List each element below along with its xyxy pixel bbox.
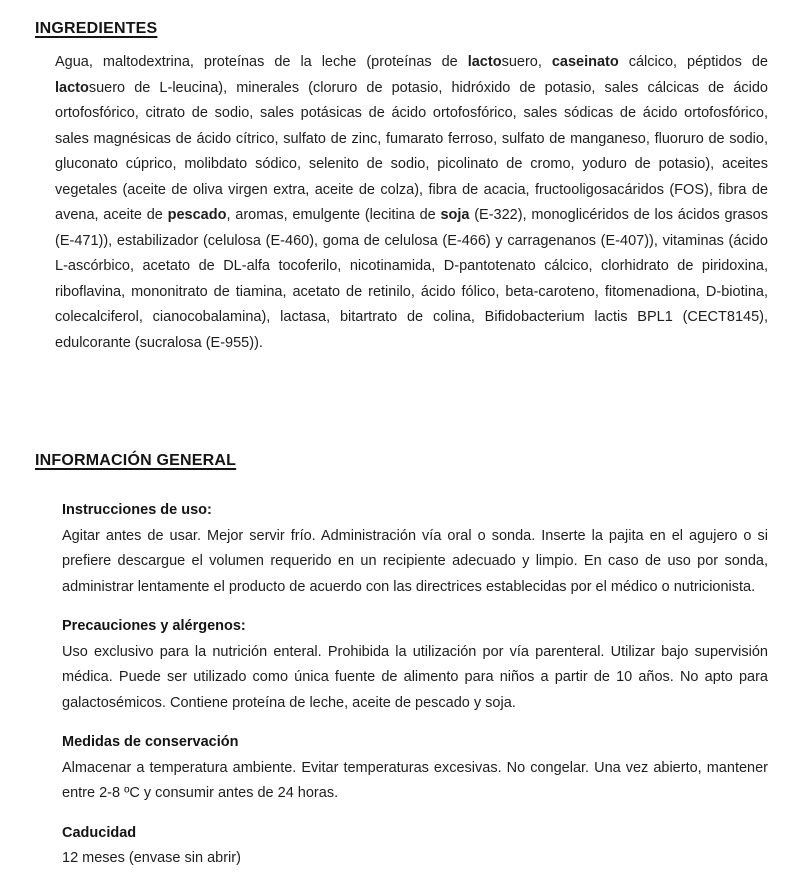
subsection-title-expiry: Caducidad [62, 824, 137, 841]
subsection-precautions-allergens [62, 600, 768, 716]
subsection-title-usage-instructions: Instrucciones de uso: [62, 502, 212, 518]
general-info-heading: INFORMACIÓN GENERAL [35, 452, 237, 469]
subsection-storage-measures [62, 716, 768, 807]
ingredient-emphasized-text: lacto [467, 54, 502, 70]
general-info-section [0, 452, 800, 872]
subsection-body-usage-instructions: Agitar antes de usar. Mejor servir frío. Administración vía oral o sonda. Inserte la pajita en el agujero o si prefiere descargue el volumen requerido en un recipiente adecuado y limpio. En caso de uso por sonda, administrar lentamente el producto de acuerdo con las directrices establecidas por el médico o nutricionista. [62, 527, 768, 595]
subsection-expiry [62, 807, 768, 872]
ingredient-emphasized-text: lacto [55, 79, 89, 96]
ingredient-emphasized-text: soja [440, 207, 470, 223]
subsection-title-precautions-allergens: Precauciones y alérgenos: [62, 618, 246, 634]
ingredient-text: suero de L-leucina), minerales (cloruro de potasio, hidróxido de potasio, sales cálcicas de ácido ortofosfórico, citrato de sodio, sales potásicas de ácido ortofosfórico, sales sódicas de ácido ortofosfórico, sales magnésicas de ácido cítrico, sulfato de zinc, fumarato ferroso, sulfato de manganeso, fluoruro de sodio, gluconato cúprico, molibdato sódico, selenito de sodio, picolinato de cromo, yoduro de potasio), aceites vegetales (aceite de oliva virgen extra, aceite de colza), fibra de acacia, fructooligosacáridos (FOS), fibra de avena, aceite de [55, 79, 768, 223]
ingredient-emphasized-text: caseinato [551, 54, 619, 70]
subsection-body-expiry: 12 meses (envase sin abrir) [62, 850, 241, 866]
subsection-title-storage-measures: Medidas de conservación [62, 734, 239, 750]
ingredient-text: (E-322), monoglicéridos de los ácidos grasos (E-471)), estabilizador (celulosa (E-460), goma de celulosa (E-466) y carragenanos (E-407)), vitaminas (ácido L-ascórbico, acetato de DL-alfa tocoferilo, nicotinamida, D-pantotenato cálcico, clorhidrato de piridoxina, riboflavina, mononitrato de tiamina, acetato de retinilo, ácido fólico, beta-caroteno, fitomenadiona, D-biotina, colecalciferol, cianocobalamina), lactasa, bitartrato de colina, Bifidobacterium lactis BPL1 (CECT8145), edulcorante (sucralosa (E-955)). [55, 207, 768, 351]
ingredients-heading: INGREDIENTES [35, 20, 158, 37]
subsection-usage-instructions [62, 484, 768, 600]
ingredients-section [0, 0, 800, 356]
ingredients-paragraph [55, 50, 768, 356]
ingredient-emphasized-text: pescado [167, 207, 227, 223]
ingredient-text: suero, [501, 54, 552, 70]
ingredient-text: cálcico, péptidos de [618, 54, 768, 70]
ingredient-text: , aromas, emulgente (lecitina de [226, 207, 441, 223]
ingredient-text: Agua, maltodextrina, proteínas de la leche (proteínas de [55, 54, 468, 70]
subsection-body-precautions-allergens: Uso exclusivo para la nutrición enteral. Prohibida la utilización por vía parenteral. Utilizar bajo supervisión médica. Puede ser utilizado como única fuente de alimento para niños a partir de 10 años. No apto para galactosémicos. Contiene proteína de leche, aceite de pescado y soja. [62, 643, 768, 711]
subsection-body-storage-measures: Almacenar a temperatura ambiente. Evitar temperaturas excesivas. No congelar. Una vez abierto, mantener entre 2-8 ºC y consumir antes de 24 horas. [62, 759, 768, 801]
